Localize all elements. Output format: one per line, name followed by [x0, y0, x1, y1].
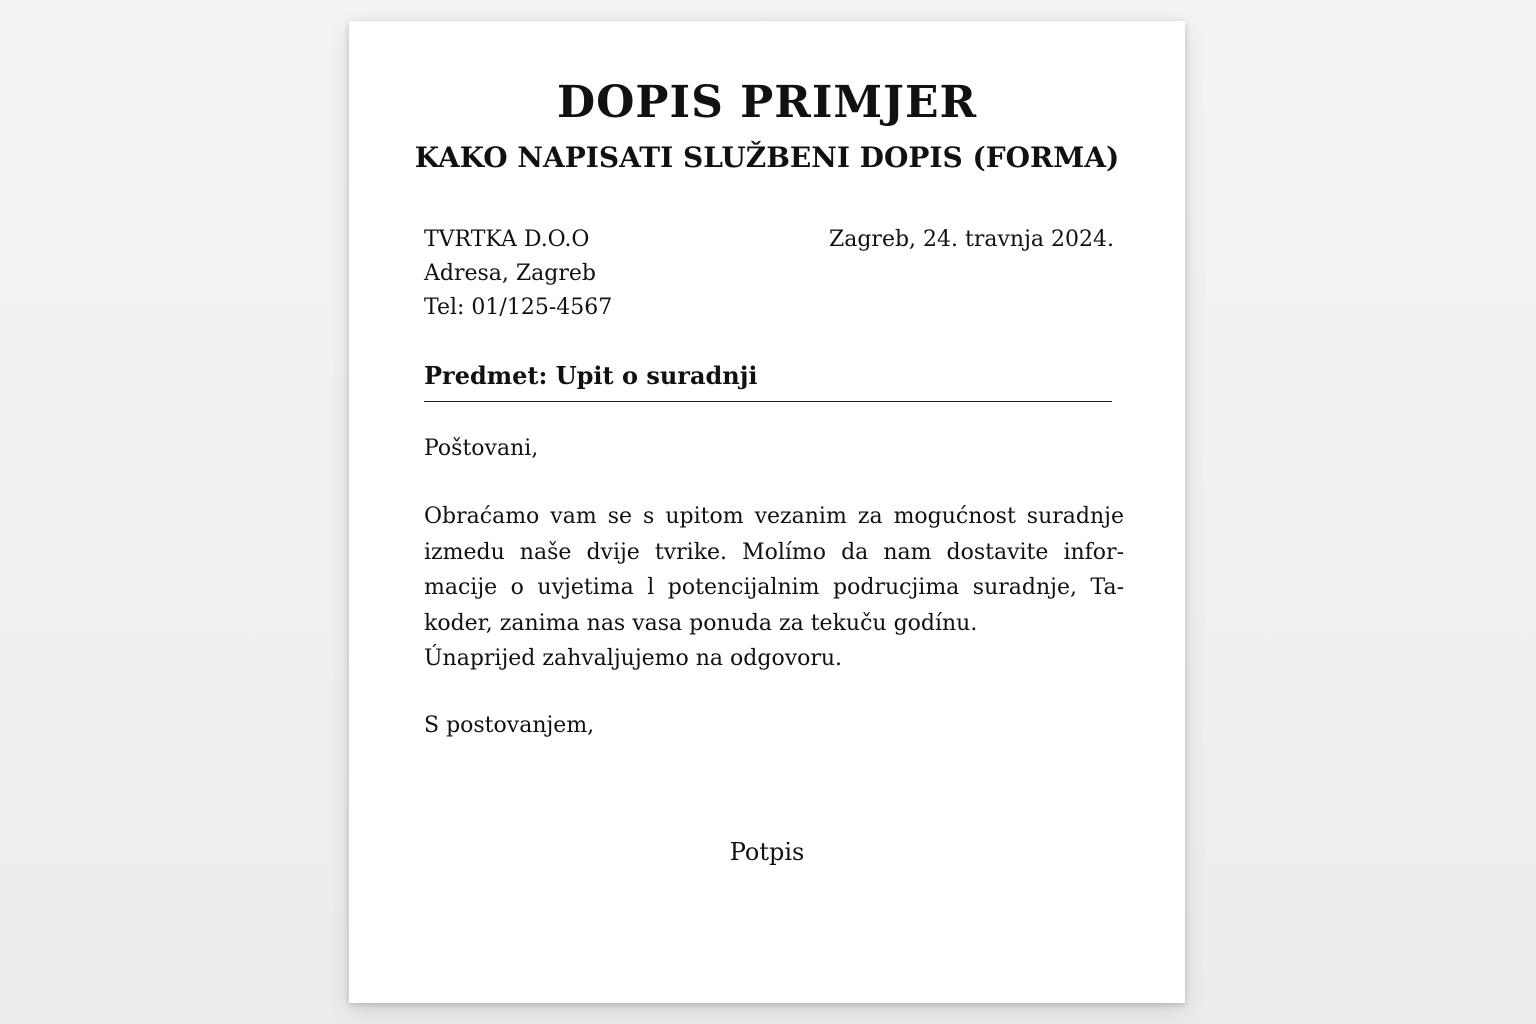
letter-body	[424, 499, 1124, 677]
sender-block	[424, 223, 612, 325]
document-subtitle: KAKO NAPISATI SLUŽBENI DOPIS (FORMA)	[414, 141, 1120, 174]
body-line: koder, zanima nas vasa ponuda za tekuču godínu.	[424, 610, 978, 636]
letter-subject: Predmet: Upit o suradnji	[424, 361, 758, 390]
body-line: izmedu naše dvije tvrike. Molímo da nam dostavite infor-	[424, 539, 1124, 565]
letter-date: Zagreb, 24. travnja 2024.	[828, 227, 1114, 252]
body-line: Obraćamo vam se s upitom vezanim za mogućnost suradnje	[424, 504, 1124, 529]
sender-company: TVRTKA D.O.O	[424, 227, 590, 252]
sender-address: Adresa, Zagreb	[424, 261, 597, 286]
letter-salutation: Poštovani,	[424, 436, 539, 461]
signature-label: Potpis	[729, 838, 805, 866]
subject-divider	[424, 401, 1112, 402]
body-line: macije o uvjetima l potencijalnim podrucjima suradnje, Ta-	[424, 575, 1124, 600]
body-line: Únaprijed zahvaljujemo na odgovoru.	[424, 646, 843, 671]
document-page	[349, 21, 1185, 1003]
letter-closing: S postovanjem,	[424, 713, 595, 738]
sender-phone: Tel: 01/125-4567	[424, 295, 613, 320]
document-title: DOPIS PRIMJER	[556, 77, 978, 128]
